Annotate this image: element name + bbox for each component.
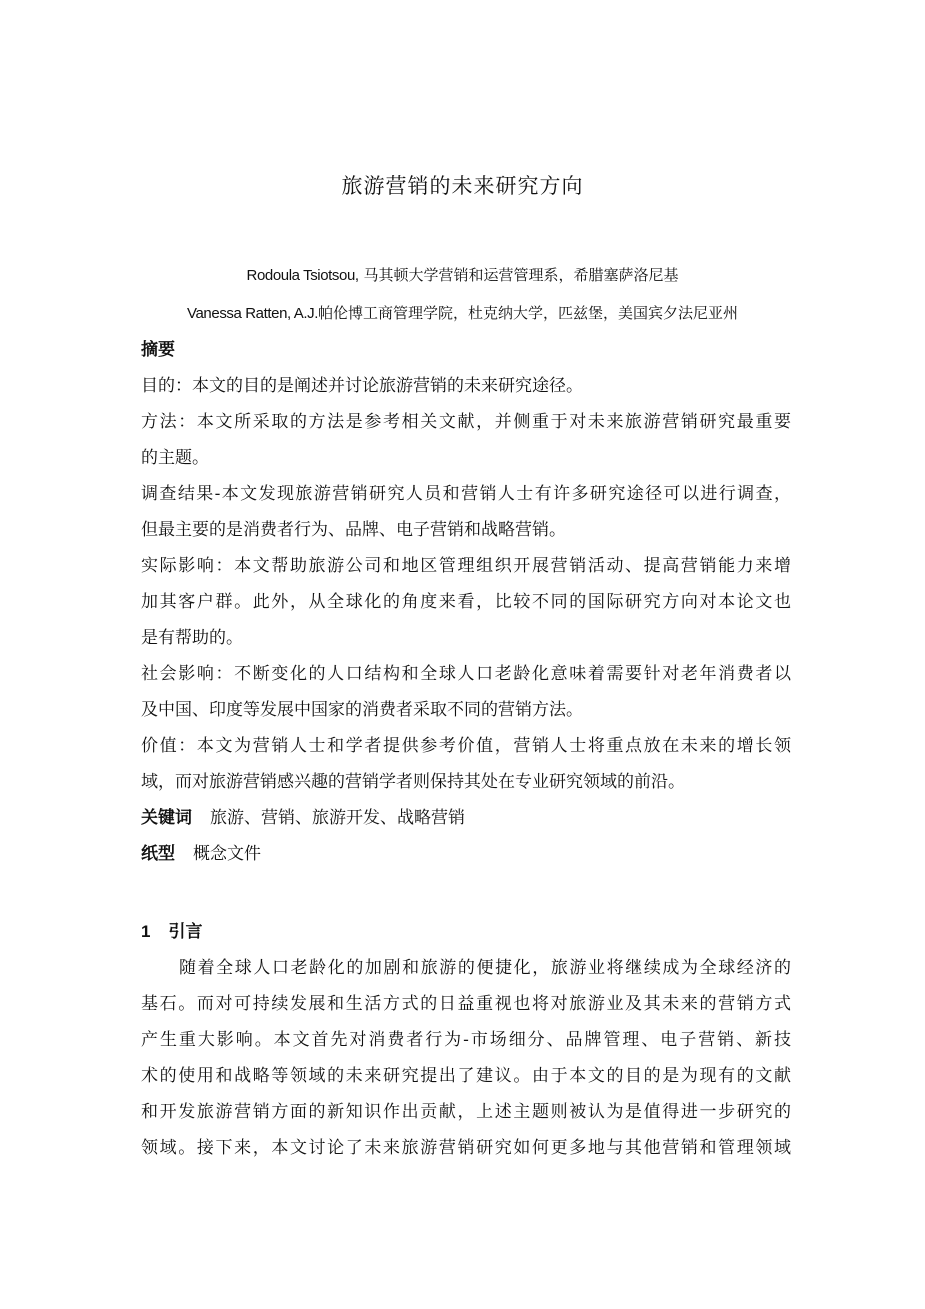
abstract-block <box>141 332 791 872</box>
body-line: 产生重大影响。本文首先对消费者行为-市场细分、品牌管理、电子营销、新技 <box>141 1030 791 1050</box>
author-line-1 <box>0 264 925 285</box>
abstract-findings: 调查结果-本文发现旅游营销研究人员和营销人士有许多研究途径可以进行调查， <box>141 484 791 504</box>
abstract-practical: 加其客户群。此外，从全球化的角度来看，比较不同的国际研究方向对本论文也 <box>141 592 791 612</box>
author-affiliation: 马其顿大学营销和运营管理系，希腊塞萨洛尼基 <box>363 266 679 284</box>
author-affiliation: 帕伦博工商管理学院，杜克纳大学，匹兹堡，美国宾夕法尼亚州 <box>317 304 738 322</box>
keywords-value: 旅游、营销、旅游开发、战略营销 <box>210 808 465 828</box>
body-line: 术的使用和战略等领域的未来研究提出了建议。由于本文的目的是为现有的文献 <box>141 1066 791 1086</box>
keywords-line <box>141 800 791 836</box>
paper-type-value: 概念文件 <box>193 844 261 864</box>
abstract-social: 社会影响：不断变化的人口结构和全球人口老龄化意味着需要针对老年消费者以 <box>141 664 791 684</box>
author-name: Rodoula Tsiotsou, <box>246 267 359 284</box>
body-line: 和开发旅游营销方面的新知识作出贡献，上述主题则被认为是值得进一步研究的 <box>141 1102 791 1122</box>
section-number: 1 <box>141 922 151 941</box>
body-line: 领域。接下来，本文讨论了未来旅游营销研究如何更多地与其他营销和管理领域 <box>141 1138 791 1158</box>
abstract-findings: 但最主要的是消费者行为、品牌、电子营销和战略营销。 <box>141 520 566 540</box>
section-heading <box>141 914 791 950</box>
abstract-social: 及中国、印度等发展中国家的消费者采取不同的营销方法。 <box>141 700 583 720</box>
abstract-value: 域，而对旅游营销感兴趣的营销学者则保持其处在专业研究领域的前沿。 <box>141 772 685 792</box>
author-name: Vanessa Ratten, A.J. <box>187 305 318 322</box>
abstract-practical: 实际影响：本文帮助旅游公司和地区管理组织开展营销活动、提高营销能力来增 <box>141 556 791 576</box>
keywords-label: 关键词 <box>141 808 192 828</box>
abstract-method: 方法：本文所采取的方法是参考相关文献，并侧重于对未来旅游营销研究最重要 <box>141 412 791 432</box>
abstract-heading: 摘要 <box>141 340 175 360</box>
body-line: 基石。而对可持续发展和生活方式的日益重视也将对旅游业及其未来的营销方式 <box>141 994 791 1014</box>
section-1 <box>141 914 791 950</box>
section-1-body <box>141 950 791 1166</box>
paper-type-line <box>141 836 791 872</box>
body-line: 随着全球人口老龄化的加剧和旅游的便捷化，旅游业将继续成为全球经济的 <box>179 958 791 978</box>
abstract-value: 价值：本文为营销人士和学者提供参考价值，营销人士将重点放在未来的增长领 <box>141 736 791 756</box>
paper-title: 旅游营销的未来研究方向 <box>341 174 584 198</box>
abstract-purpose: 目的：本文的目的是阐述并讨论旅游营销的未来研究途径。 <box>141 376 583 396</box>
paper-type-label: 纸型 <box>141 844 175 864</box>
abstract-practical: 是有帮助的。 <box>141 628 243 648</box>
abstract-method: 的主题。 <box>141 448 209 468</box>
section-title: 引言 <box>168 922 203 942</box>
author-line-2 <box>0 302 925 323</box>
